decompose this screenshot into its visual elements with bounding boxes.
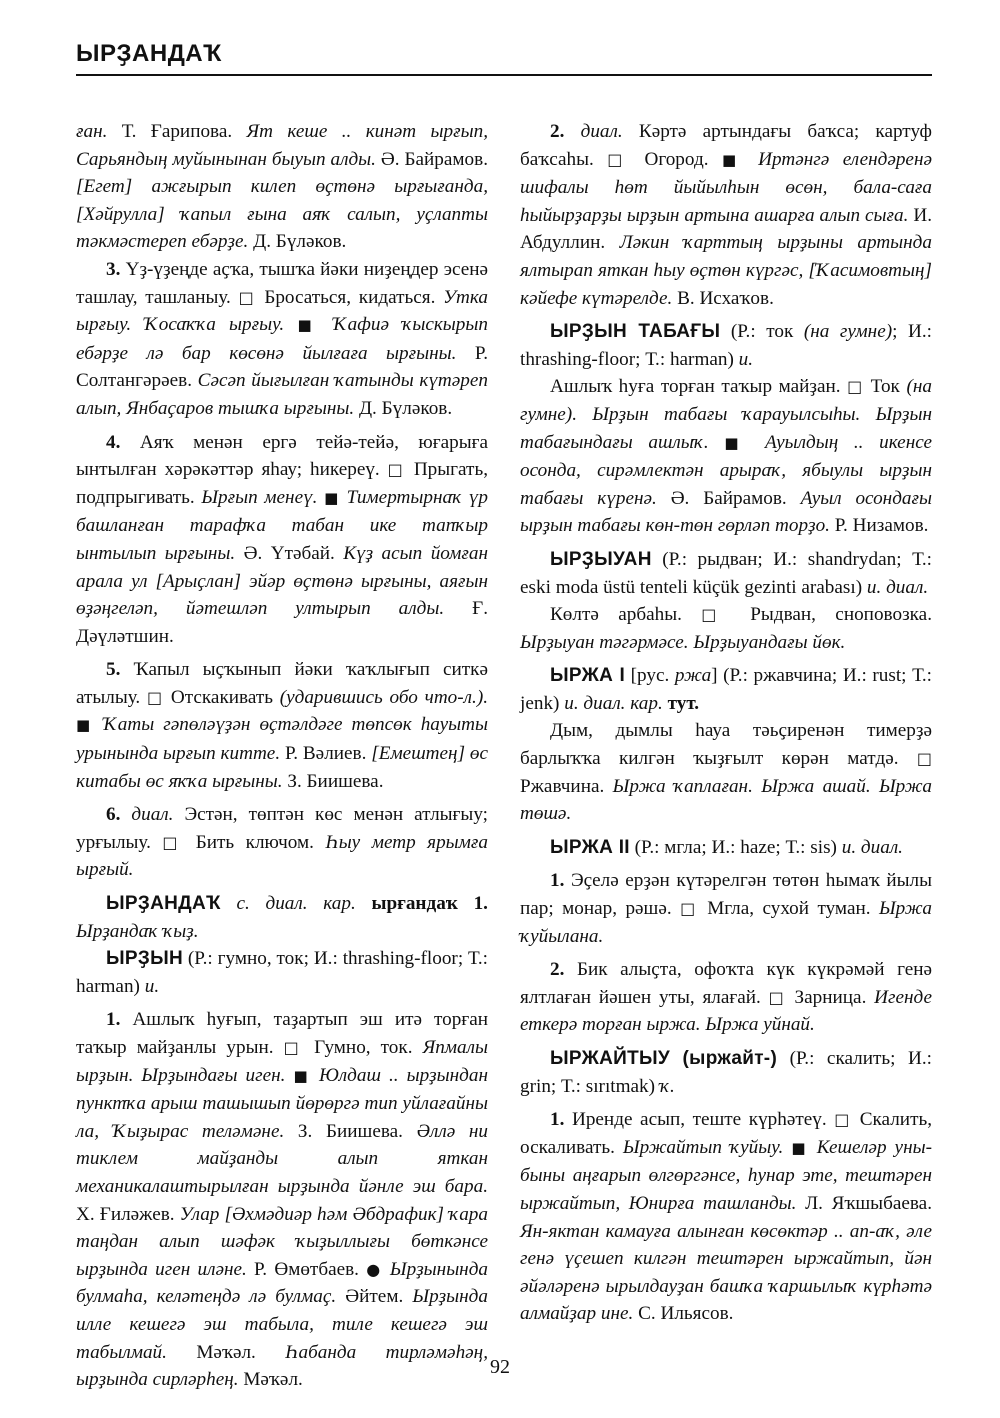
example-marker-icon: ■ [724, 433, 750, 452]
example-marker-icon: ■ [721, 150, 745, 169]
russian-equivalent-icon: □ [147, 687, 165, 707]
sense-paragraph: 1. Эҫелә ерҙән күтәрелгән төтөн һымаҡ йылы пар; монар, рәшә. □ Мгла, сухой туман. Ыржа ҡуйылана. [520, 870, 932, 947]
russian-equivalent-icon: □ [916, 749, 932, 769]
left-column [76, 118, 488, 1394]
headword-entry: ЫРҘЫУАН (Р.: рыдван; И.: shandrydan; Т.: eski moda üstü tenteli küçük gezinti arabası) и. диал. [520, 548, 932, 598]
russian-equivalent-icon: □ [162, 832, 185, 852]
russian-equivalent-icon: □ [607, 149, 632, 169]
sense-paragraph: 1. Иренде асып, теште күрһәтеү. □ Скалить, оскаливать. Ыржайтып ҡуйыу. ■ Кешеләр уны-быны аңғарып өлгөргәнсе, һунар эте, тештәрен ыржайтып, Юнирға ташланды. Л. Яҡшыбаева. Ян-яктан камауға алынған көсөктәр .. ап-аҡ, әле генә үҫешеп килгән тештәрен ыржайтып, йән әйәләренә ырылдауҙан башҡа ҡаршылыҡ күрһәтә алмайҙар ине. С. Ильясов. [520, 1109, 933, 1325]
sense-paragraph: 2. диал. Кәртә артындағы баҡса; картуф баҡсаһы. □ Огород. ■ Иртәнгә елендәренә шифалы һөт йыйылһын өсөн, бала-саға һыйырҙарҙы ырҙын артына ашарға алып сыға. И. Абдуллин. Ләкин ҡарттың ырҙыны артында ялтырап яткан һыу өҫтөн күргәс, [Ҡасимовтың] кәйефе күтәрелде. В. Исхаҡов. [520, 121, 932, 309]
sense-paragraph: 6. диал. Эстән, төптән көс менән атлығыу; урғылыу. □ Бить ключом. Һыу метр ярымға ырғый. [76, 804, 488, 881]
headword-entry: ЫРҘЫН (Р.: гумно, ток; И.: thrashing-floor; Т.: harman) и. [76, 948, 488, 997]
sense-paragraph: 2. Бик алыҫта, офоҡта күк күкрәмәй генә ялтлаған йәшен уты, ялағай. □ Зарница. Игенде еткерә торған ыржа. Ыржа уйнай. [520, 959, 933, 1036]
headword-entry: ЫРЖА I [рус. ржа] (Р.: ржавчина; И.: rust; Т.: jenk) и. диал. кар. тут. [520, 665, 932, 714]
headword-entry: ЫРЖАЙТЫУ (ыржайт-) (Р.: скалить; И.: grin; Т.: sırıtmak) ҡ. [520, 1048, 932, 1097]
running-head: ЫРҘАНДАҠ [76, 40, 222, 67]
headword-entry: ЫРҘЫН ТАБАҒЫ (Р.: ток (на гумне); И.: thrashing-floor; Т.: harman) и. [520, 321, 932, 370]
russian-equivalent-icon: □ [387, 460, 406, 480]
sense-paragraph: 1. Ашлыҡ һуғып, таҙартып эш итә торған таҡыр майҙанлы урын. □ Гумно, ток. Япмалы ырҙын. Ырҙындағы иген. ■ Юлдаш .. ырҙындан пунктҡа арыш ташышып йөрөргә тип уйлағайны ла, Ҡыҙырас теләмәне. З. Биишева. Әллә ни тиклем майҙанды алып яткан механикалаштырылған ырҙында йәнле эш бара. Х. Ғиләжев. Улар [Әхмәдиәр һәм Әбдрафик] ҡара таңдан алып шәфәк ҡыҙыллығы бөткәнсе ырҙында иген иләне. Р. Өмөтбаев. ● Ырҙынында булмаһа, келәтеңдә лә булмаҫ. Әйтем. Ырҙында илле кешегә эш табыла, тиле кешегә эш табылмай. Мәҡәл. Һабанда тирләмәһәң, ырҙында сирләрһең. Мәҡәл. [76, 1009, 489, 1391]
sense-paragraph: Дым, дымлы һауа тәьҫиренән тимерҙә барлыҡҡа килгән ҡыҙғылт көрән матдә. □ Ржавчина. Ыржа ҡаплаған. Ыржа ашай. Ыржа төшә. [520, 720, 932, 825]
russian-equivalent-icon: □ [701, 605, 731, 625]
sense-paragraph: 5. Ҡапыл ыҫҡынып йәки ҡаҡлығып ситкә атылыу. □ Отскакивать (ударившись обо что-л.). ■ Ҡаты гәпөләүҙән өҫтәлдәге төпсөк һауыты урынында ырғып китте. Р. Вәлиев. [Емештең] өс китабы өс яҡҡа ырғыны. З. Биишева. [76, 659, 489, 792]
sense-paragraph: Ашлыҡ һуға торған таҡыр майҙан. □ Ток (на гумне). Ырҙын табағы ҡарауылсыһы. Ырҙын табағындағы ашлыҡ. ■ Ауылдың .. икенсе осонда, сирәмлектән арыраҡ, ябыулы ырҙын табағы күренә. Ә. Байрамов. Ауыл осондағы ырҙын табағы көн-төн гөрләп торҙо. Р. Низамов. [520, 376, 932, 537]
running-head-bar [76, 40, 932, 76]
headword-entry: ЫРЖА II (Р.: мгла; И.: haze; Т.: sis) и. диал. [550, 836, 903, 858]
headword-entry: ЫРҘАНДАҠ с. диал. кар. ырғандаҡ 1. Ырҙандаҡ ҡыҙ. [76, 893, 488, 942]
example-marker-icon: ■ [76, 716, 95, 735]
sense-paragraph: Көлтә арбаһы. □ Рыдван, сноповозка. Ырҙыуан тәгәрмәсе. Ырҙыуандағы йөк. [520, 604, 932, 653]
russian-equivalent-icon: □ [680, 899, 699, 919]
example-marker-icon: ■ [324, 488, 341, 507]
russian-equivalent-icon: □ [834, 1110, 853, 1130]
sense-paragraph: 4. Аяҡ менән ергә тейә-тейә, юғарыға ынтылған хәрәкәттәр яһау; һикереү. □ Прыгать, подпрыгивать. Ырғып менеү. ■ Тимертырнаҡ үр башланған тарафҡа табан ике тапҡыр ынтылып ырғыны. Ә. Үтәбай. Күҙ асып йомған арала ул [Арыҫлан] эйәр өҫтөнә ырғыны, аяғын өҙәңгеләп, йәтешләп ултырып алды. Ғ. Дәүләтшин. [76, 431, 489, 647]
russian-equivalent-icon: □ [283, 1038, 305, 1057]
example-marker-icon: ■ [293, 1066, 311, 1085]
russian-equivalent-icon: □ [768, 987, 787, 1007]
example-marker-icon: ■ [791, 1138, 809, 1157]
entry-paragraph: ған. Т. Ғарипова. Ят кеше .. кинәт ырғып, Сарьяндың муйынынан быуып алды. Ә. Байрамов. [Егет] ажғырып килеп өҫтөнә ырғығанда, [Хәйрулла] ҡапыл ғына аяҡ салып, уҫлапты тәкмәстереп ебәрҙе. Д. Бүләков. [76, 121, 488, 253]
proverb-marker-icon: ● [366, 1259, 383, 1279]
sense-paragraph: 3. Үҙ-үҙеңде аҫҡа, тышҡа йәки ниҙеңдер эсенә ташлау, ташланыу. □ Бросаться, кидаться. Утка ырғыу. Ҡосаҡҡа ырғыу. ■ Ҡафиә ҡыскырып ебәрҙе лә бар көсөнә йылғаға ырғыны. Р. Солтангәрәев. Сәсәп йығылған ҡатынды күтәреп алып, Янбаҫаров тышҡа ырғыны. Д. Бүләков. [76, 258, 488, 419]
russian-equivalent-icon: □ [847, 377, 865, 397]
russian-equivalent-icon: □ [238, 287, 257, 307]
example-marker-icon: ■ [297, 316, 321, 335]
right-column [520, 118, 932, 1328]
page-number: 92 [490, 1356, 510, 1378]
